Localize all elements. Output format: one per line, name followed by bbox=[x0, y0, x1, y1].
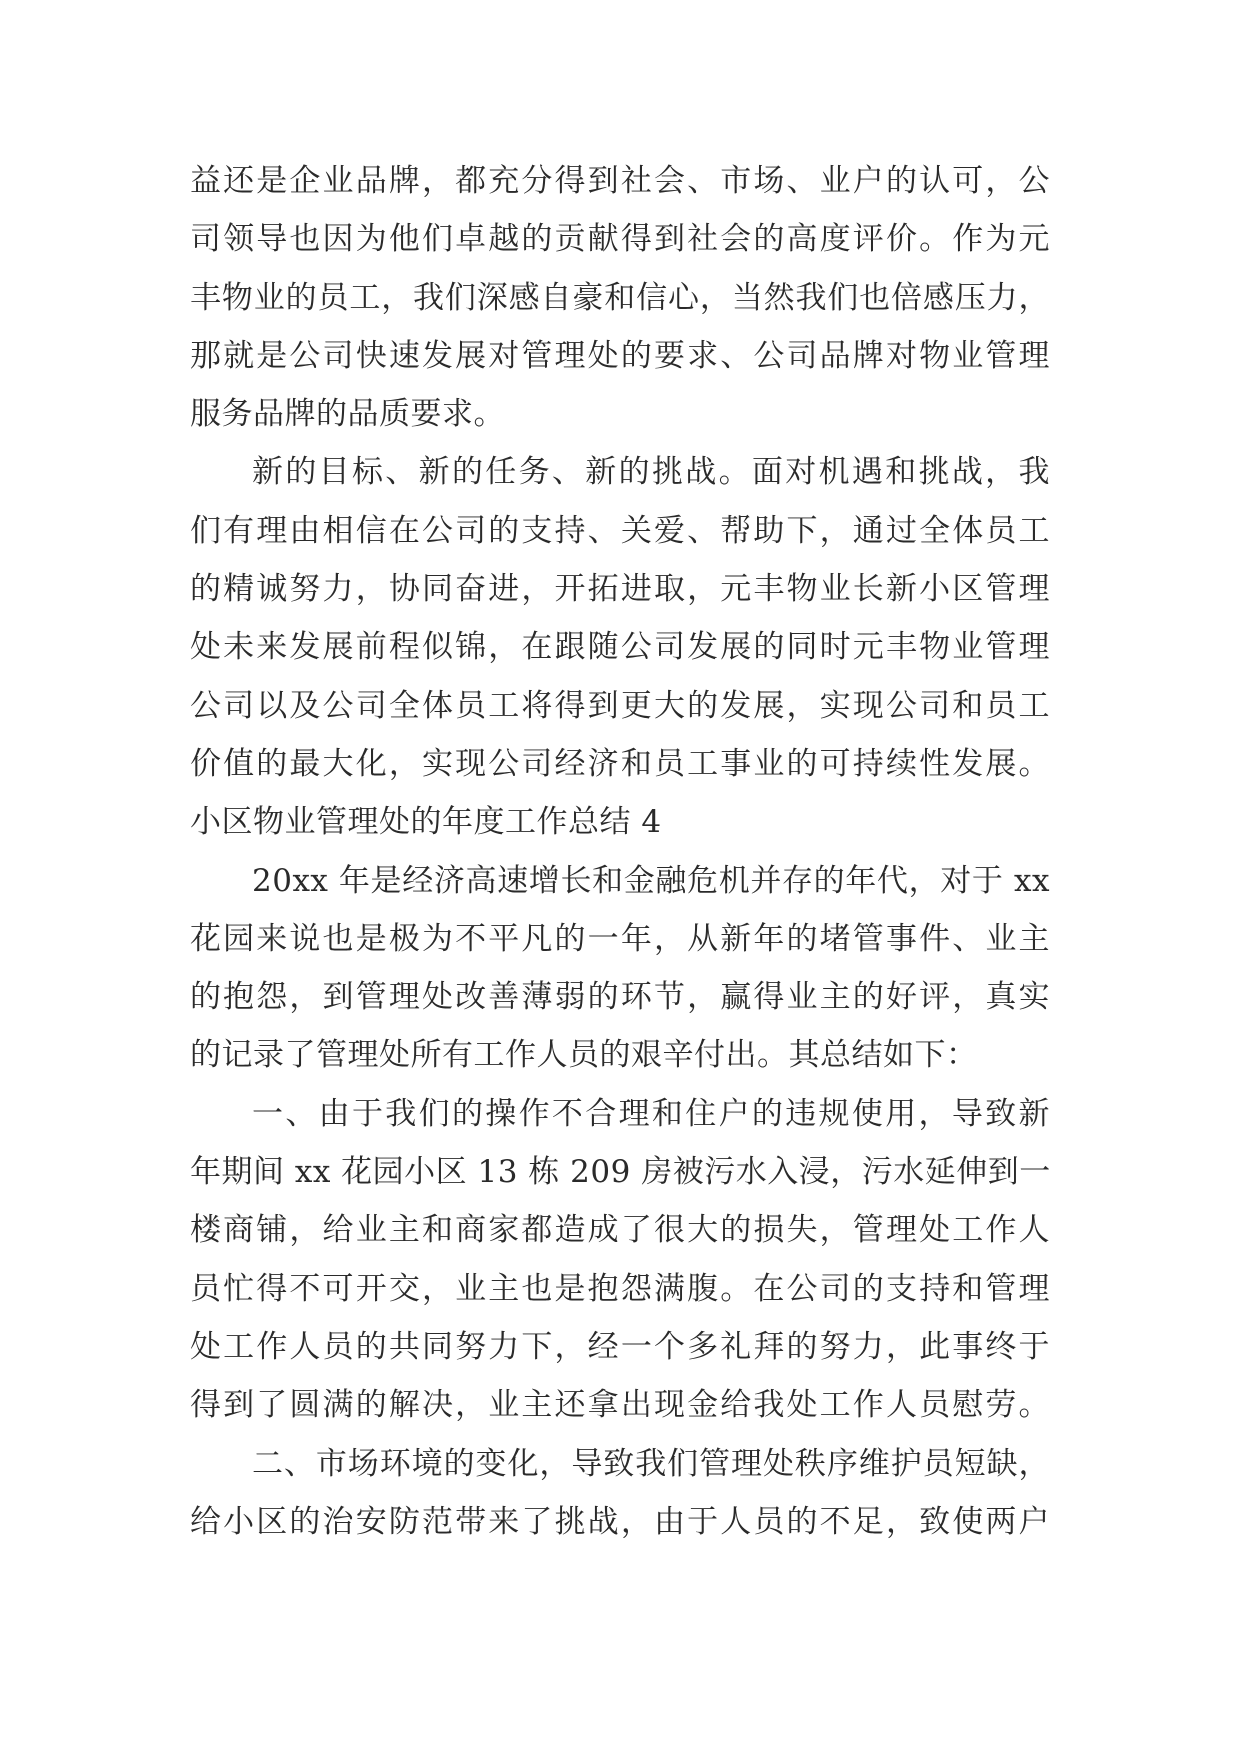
text-line: 们有理由相信在公司的支持、关爱、帮助下，通过全体员工 bbox=[190, 512, 1050, 549]
text-line: 年期间 xx 花园小区 13 栋 209 房被污水入浸，污水延伸到一 bbox=[190, 1154, 1051, 1191]
text-line: 给小区的治安防范带来了挑战，由于人员的不足，致使两户 bbox=[190, 1503, 1050, 1540]
text-line: 20xx 年是经济高速增长和金融危机并存的年代，对于 xx bbox=[252, 862, 1050, 899]
text-line: 司领导也因为他们卓越的贡献得到社会的高度评价。作为元 bbox=[190, 221, 1050, 258]
text-line: 处工作人员的共同努力下，经一个多礼拜的努力，此事终于 bbox=[190, 1328, 1050, 1365]
text-line: 益还是企业品牌，都充分得到社会、市场、业户的认可，公 bbox=[190, 163, 1050, 199]
text-line: 得到了圆满的解决，业主还拿出现金给我处工作人员慰劳。 bbox=[190, 1387, 1050, 1424]
text-line: 的抱怨，到管理处改善薄弱的环节，赢得业主的好评，真实 bbox=[190, 979, 1050, 1016]
text-line: 二、市场环境的变化，导致我们管理处秩序维护员短缺， bbox=[252, 1445, 1050, 1482]
text-line: 新的目标、新的任务、新的挑战。面对机遇和挑战，我 bbox=[252, 454, 1050, 491]
text-line: 服务品牌的品质要求。 bbox=[190, 396, 505, 433]
text-line: 小区物业管理处的年度工作总结 4 bbox=[190, 804, 662, 841]
text-line: 价值的最大化，实现公司经济和员工事业的可持续性发展。 bbox=[190, 745, 1050, 782]
text-line: 员忙得不可开交，业主也是抱怨满腹。在公司的支持和管理 bbox=[190, 1270, 1050, 1307]
text-line: 的记录了管理处所有工作人员的艰辛付出。其总结如下： bbox=[190, 1037, 978, 1074]
text-line: 一、由于我们的操作不合理和住户的违规使用，导致新 bbox=[252, 1095, 1050, 1132]
document-body bbox=[190, 152, 1050, 1551]
text-line: 处未来发展前程似锦，在跟随公司发展的同时元丰物业管理 bbox=[190, 629, 1050, 666]
text-line: 花园来说也是极为不平凡的一年，从新年的堵管事件、业主 bbox=[190, 920, 1050, 957]
text-line: 丰物业的员工，我们深感自豪和信心，当然我们也倍感压力， bbox=[190, 279, 1050, 316]
text-line: 的精诚努力，协同奋进，开拓进取，元丰物业长新小区管理 bbox=[190, 571, 1050, 608]
text-line: 公司以及公司全体员工将得到更大的发展，实现公司和员工 bbox=[190, 687, 1050, 724]
text-line: 那就是公司快速发展对管理处的要求、公司品牌对物业管理 bbox=[190, 337, 1050, 374]
text-line: 楼商铺，给业主和商家都造成了很大的损失，管理处工作人 bbox=[190, 1212, 1050, 1249]
